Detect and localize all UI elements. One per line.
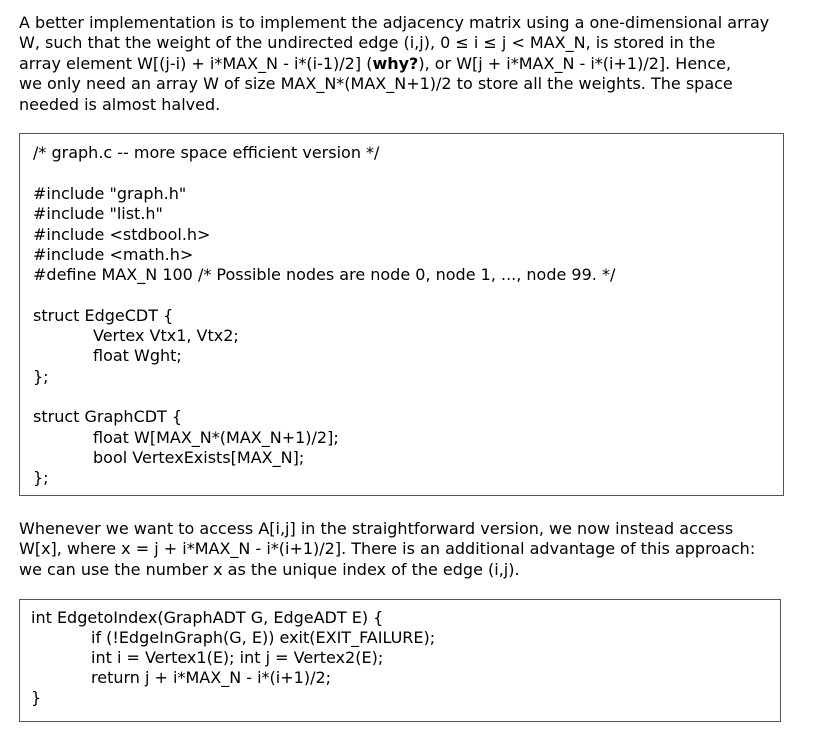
- code-line: struct EdgeCDT {: [33, 306, 174, 325]
- text-line: W[x], where x = j + i*MAX_N - i*(i+1)/2]. There is an additional advantage of this approach:: [19, 539, 756, 559]
- code-line: int EdgetoIndex(GraphADT G, EdgeADT E) {: [31, 608, 384, 627]
- intro-paragraph: [19, 13, 793, 115]
- text-line: [19, 54, 793, 74]
- graph-code-listing: [19, 133, 784, 496]
- text-line: Whenever we want to access A[i,j] in the straightforward version, we now instead access: [19, 519, 734, 538]
- code-line: bool VertexExists[MAX_N];: [93, 448, 305, 467]
- text-line: A better implementation is to implement the adjacency matrix using a one-dimensional array: [19, 13, 770, 32]
- code-line: #include "list.h": [33, 204, 163, 223]
- code-line: #include "graph.h": [33, 184, 187, 203]
- code-line: float W[MAX_N*(MAX_N+1)/2];: [93, 428, 339, 447]
- code-line: float Wght;: [93, 346, 182, 365]
- code-line: if (!EdgeInGraph(G, E)) exit(EXIT_FAILURE);: [91, 628, 436, 647]
- code-line: return j + i*MAX_N - i*(i+1)/2;: [91, 668, 332, 687]
- text-line: we can use the number x as the unique index of the edge (i,j).: [19, 559, 520, 579]
- text-line: we only need an array W of size MAX_N*(MAX_N+1)/2 to store all the weights. The space: [19, 74, 733, 94]
- edge-to-index-code-listing: [19, 599, 781, 722]
- why-emphasis: why?: [372, 53, 419, 73]
- code-line: };: [33, 468, 49, 487]
- code-line: Vertex Vtx1, Vtx2;: [93, 326, 239, 345]
- code-line: #define MAX_N 100 /* Possible nodes are node 0, node 1, ..., node 99. */: [33, 265, 616, 284]
- text-line: W, such that the weight of the undirected edge (i,j), 0 ≤ i ≤ j < MAX_N, is stored in the: [19, 33, 716, 53]
- text-span: array element W[(j-i) + i*MAX_N - i*(i-1)/2] (: [19, 53, 373, 73]
- text-span: ), or W[j + i*MAX_N - i*(i+1)/2]. Hence,: [418, 53, 732, 73]
- code-line: };: [33, 367, 49, 386]
- code-line: struct GraphCDT {: [33, 407, 183, 426]
- code-line: #include <stdbool.h>: [33, 225, 211, 244]
- code-comment: /* graph.c -- more space efficient version */: [33, 143, 380, 162]
- access-paragraph: [19, 519, 793, 580]
- code-line: int i = Vertex1(E); int j = Vertex2(E);: [91, 648, 384, 667]
- code-line: #include <math.h>: [33, 245, 194, 264]
- code-line: }: [31, 688, 42, 707]
- text-line: needed is almost halved.: [19, 94, 221, 114]
